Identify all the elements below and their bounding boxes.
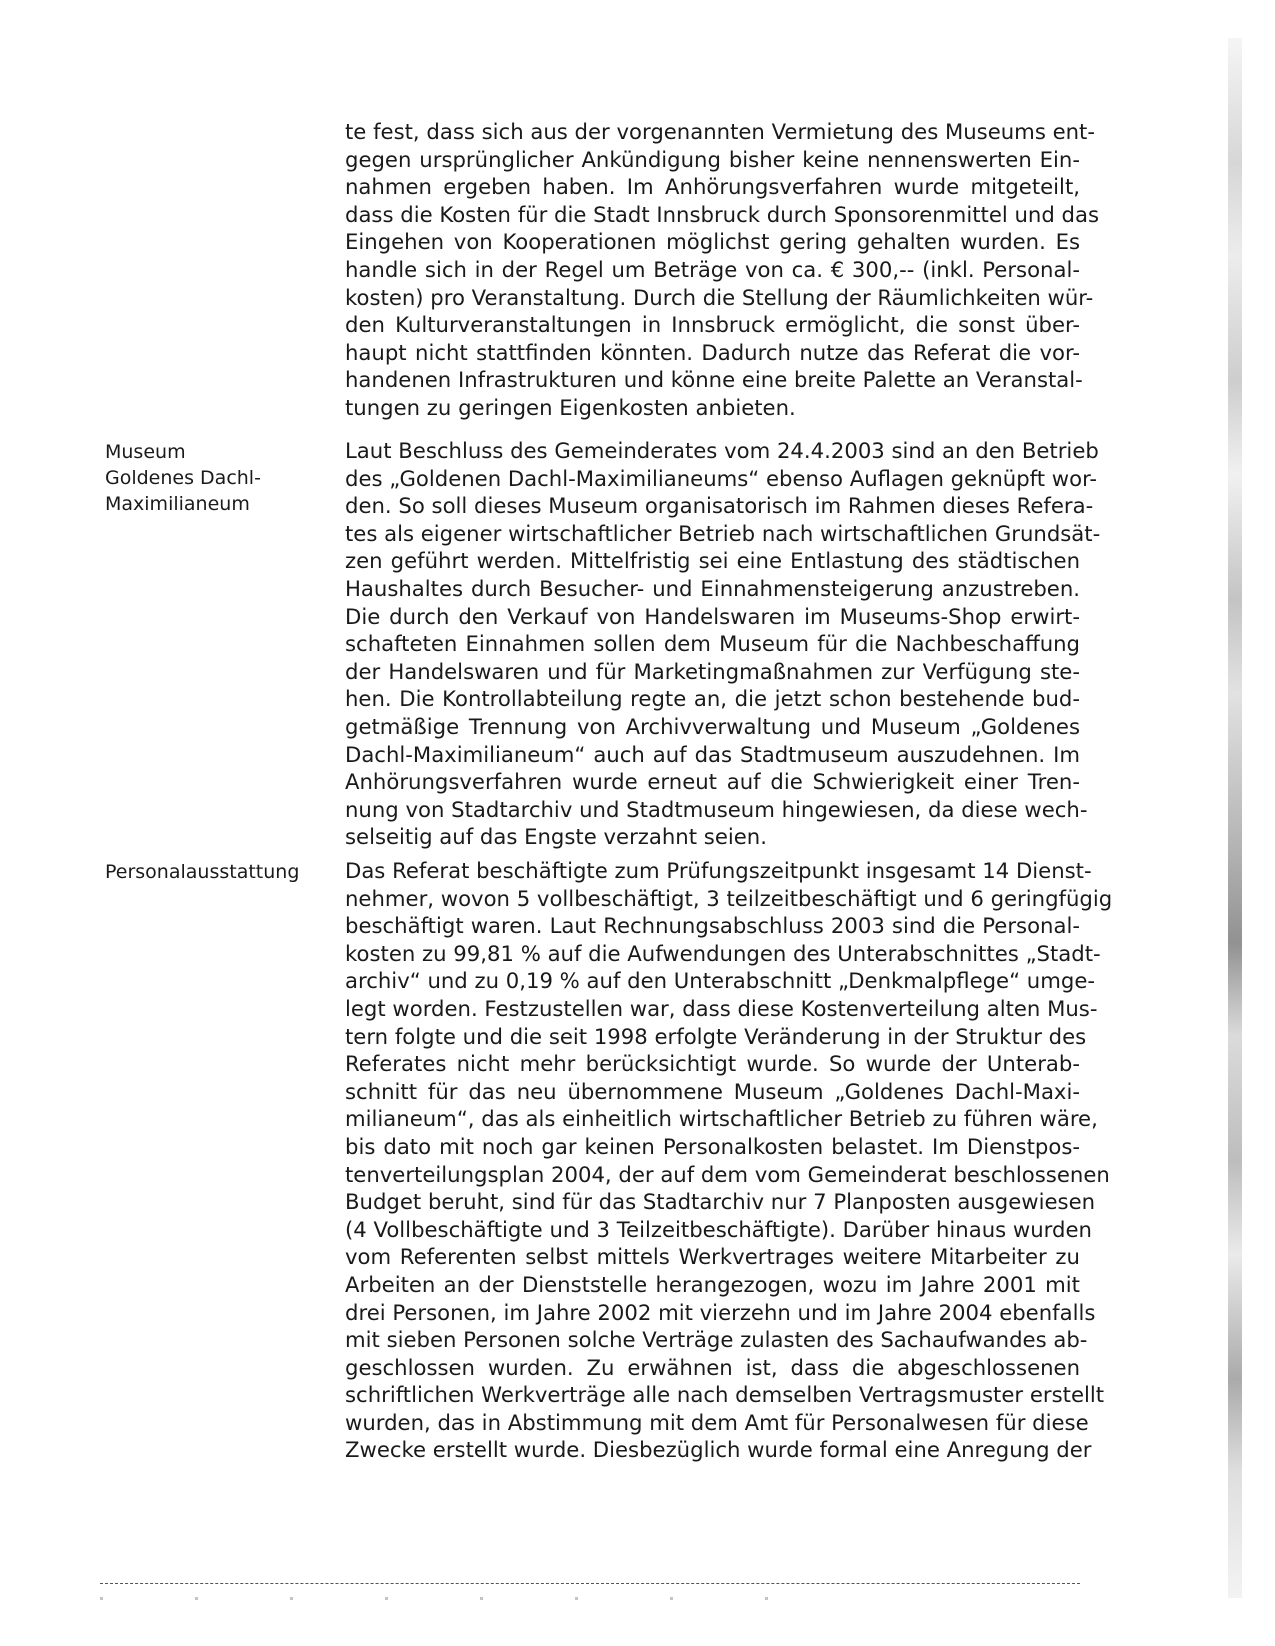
text-line: gegen ursprünglicher Ankündigung bisher keine nennenswerten Ein- xyxy=(345,146,1080,172)
text-line: hen. Die Kontrollabteilung regte an, die jetzt schon bestehende bud- xyxy=(345,686,1080,712)
text-line: dass die Kosten für die Stadt Innsbruck durch Sponsorenmittel und das xyxy=(345,201,1099,227)
text-line: tungen zu geringen Eigenkosten anbieten. xyxy=(345,394,796,420)
margin-heading-line: Maximilianeum xyxy=(105,493,250,515)
text-line: zen geführt werden. Mittelfristig sei eine Entlastung des städtischen xyxy=(345,548,1080,574)
text-line: Referates nicht mehr berücksichtigt wurde. So wurde der Unterab- xyxy=(345,1051,1080,1077)
text-line: kosten zu 99,81 % auf die Aufwendungen des Unterabschnittes „Stadt- xyxy=(345,940,1101,966)
text-line: schriftlichen Werkverträge alle nach demselben Vertragsmuster erstellt xyxy=(345,1382,1105,1408)
margin-heading-museum xyxy=(105,439,305,517)
text-line: Eingehen von Kooperationen möglichst gering gehalten wurden. Es xyxy=(345,229,1080,255)
text-line: handenen Infrastrukturen und könne eine breite Palette an Veranstal- xyxy=(345,367,1083,393)
paragraph-museum xyxy=(345,437,1101,851)
paragraph-continuation xyxy=(345,118,1099,422)
text-line: schafteten Einnahmen sollen dem Museum für die Nachbeschaffung xyxy=(345,631,1080,657)
text-line: tes als eigener wirtschaftlicher Betrieb nach wirtschaftlichen Grundsät- xyxy=(345,520,1101,546)
text-line: legt worden. Festzustellen war, dass diese Kostenverteilung alten Mus- xyxy=(345,995,1098,1021)
margin-heading-line: Personalausstattung xyxy=(105,861,300,883)
text-line: (4 Vollbeschäftigte und 3 Teilzeitbeschäftigte). Darüber hinaus wurden xyxy=(345,1216,1092,1242)
margin-heading-line: Goldenes Dachl- xyxy=(105,467,261,489)
text-line: den Kulturveranstaltungen in Innsbruck ermöglicht, die sonst über- xyxy=(345,312,1080,338)
margin-heading-personalausstattung xyxy=(105,859,305,885)
text-line: tenverteilungsplan 2004, der auf dem vom Gemeinderat beschlossenen xyxy=(345,1161,1110,1187)
text-line: mit sieben Personen solche Verträge zulasten des Sachaufwandes ab- xyxy=(345,1327,1088,1353)
text-line: beschäftigt waren. Laut Rechnungsabschluss 2003 sind die Personal- xyxy=(345,913,1080,939)
text-line: drei Personen, im Jahre 2002 mit vierzehn und im Jahre 2004 ebenfalls xyxy=(345,1299,1096,1325)
text-line: nehmer, wovon 5 vollbeschäftigt, 3 teilzeitbeschäftigt und 6 geringfügig xyxy=(345,885,1113,911)
text-line: Anhörungsverfahren wurde erneut auf die Schwierigkeit einer Tren- xyxy=(345,769,1080,795)
text-line: tern folgte und die seit 1998 erfolgte Veränderung in der Struktur des xyxy=(345,1023,1087,1049)
text-line: nahmen ergeben haben. Im Anhörungsverfahren wurde mitgeteilt, xyxy=(345,174,1080,200)
text-line: handle sich in der Regel um Beträge von ca. € 300,-- (inkl. Personal- xyxy=(345,256,1080,282)
margin-heading-line: Museum xyxy=(105,441,186,463)
text-line: kosten) pro Veranstaltung. Durch die Stellung der Räumlichkeiten wür- xyxy=(345,284,1094,310)
paragraph-personalausstattung xyxy=(345,857,1113,1464)
text-line: den. So soll dieses Museum organisatorisch im Rahmen dieses Refera- xyxy=(345,493,1094,519)
text-line: Laut Beschluss des Gemeinderates vom 24.4.2003 sind an den Betrieb xyxy=(345,438,1099,463)
text-line: Das Referat beschäftigte zum Prüfungszeitpunkt insgesamt 14 Dienst- xyxy=(345,858,1092,883)
text-line: archiv“ und zu 0,19 % auf den Unterabschnitt „Denkmalpflege“ umge- xyxy=(345,968,1096,994)
footer-rule xyxy=(100,1583,1080,1584)
text-line: Zwecke erstellt wurde. Diesbezüglich wurde formal eine Anregung der xyxy=(345,1437,1092,1463)
text-line: milianeum“, das als einheitlich wirtschaftlicher Betrieb zu führen wäre, xyxy=(345,1106,1098,1132)
text-line: des „Goldenen Dachl-Maximilianeums“ ebenso Auflagen geknüpft wor- xyxy=(345,465,1098,491)
scan-edge-shadow xyxy=(1228,38,1242,1598)
text-line: nung von Stadtarchiv und Stadtmuseum hingewiesen, da diese wech- xyxy=(345,796,1088,822)
text-line: Die durch den Verkauf von Handelswaren im Museums-Shop erwirt- xyxy=(345,603,1080,629)
text-line: geschlossen wurden. Zu erwähnen ist, dass die abgeschlossenen xyxy=(345,1354,1080,1380)
text-line: Arbeiten an der Dienststelle herangezogen, wozu im Jahre 2001 mit xyxy=(345,1271,1080,1297)
text-line: Dachl-Maximilianeum“ auch auf das Stadtmuseum auszudehnen. Im xyxy=(345,741,1080,767)
text-line: bis dato mit noch gar keinen Personalkosten belastet. Im Dienstpos- xyxy=(345,1133,1080,1159)
text-line: Haushaltes durch Besucher- und Einnahmensteigerung anzustreben. xyxy=(345,575,1080,601)
text-line: der Handelswaren und für Marketingmaßnahmen zur Verfügung ste- xyxy=(345,658,1080,684)
text-line: schnitt für das neu übernommene Museum „Goldenes Dachl-Maxi- xyxy=(345,1078,1080,1104)
text-line: vom Referenten selbst mittels Werkvertrages weitere Mitarbeiter zu xyxy=(345,1244,1080,1270)
text-line: selseitig auf das Engste verzahnt seien. xyxy=(345,824,767,850)
text-line: Budget beruht, sind für das Stadtarchiv nur 7 Planposten ausgewiesen xyxy=(345,1189,1096,1215)
text-line: haupt nicht stattfinden könnten. Dadurch nutze das Referat die vor- xyxy=(345,339,1080,365)
text-line: te fest, dass sich aus der vorgenannten Vermietung des Museums ent- xyxy=(345,119,1096,144)
text-line: wurden, das in Abstimmung mit dem Amt für Personalwesen für diese xyxy=(345,1409,1089,1435)
text-line: getmäßige Trennung von Archivverwaltung und Museum „Goldenes xyxy=(345,713,1080,739)
footer-scan-specks xyxy=(100,1597,800,1600)
